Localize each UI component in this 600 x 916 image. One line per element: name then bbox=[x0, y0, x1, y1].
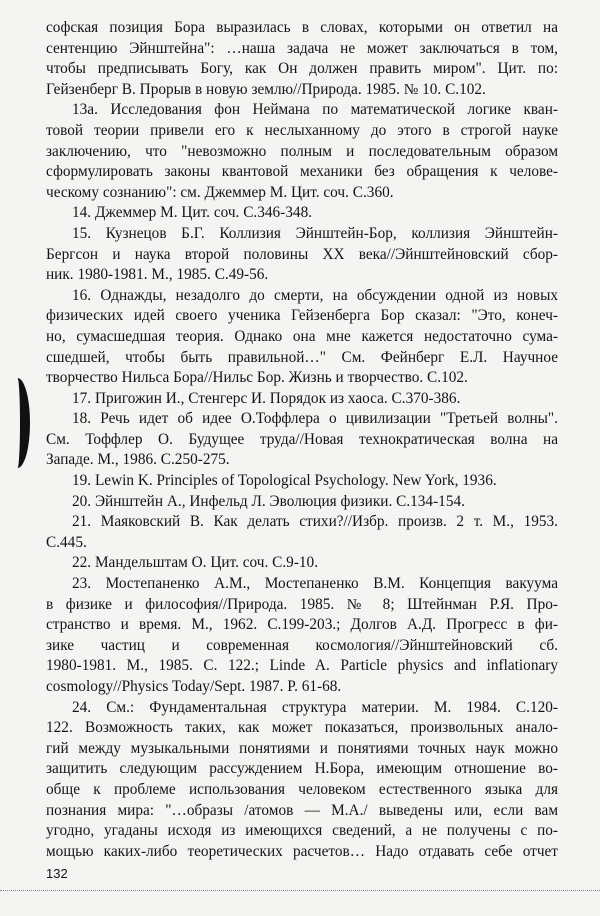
text-line: 15. Кузнецов Б.Г. Коллизия Эйнштейн-Бор, коллизия Эйнштейн- bbox=[72, 224, 558, 242]
text-line: защитить следующим рассуждением Н.Бора, имеющим отношение во- bbox=[46, 760, 558, 778]
text-line: С.445. bbox=[46, 533, 87, 551]
text-line: ческому сознанию": см. Джеммер М. Цит. соч. С.360. bbox=[46, 183, 394, 201]
text-line: 24. См.: Фундаментальная структура материи. М. 1984. С.120- bbox=[72, 698, 558, 716]
text-line: ник. 1980-1981. М., 1985. С.49-56. bbox=[46, 266, 269, 284]
text-line: 1980-1981. М., 1985. С. 122.; Linde A. Particle physics and inflationary bbox=[46, 657, 558, 675]
text-line: 22. Мандельштам О. Цит. соч. С.9-10. bbox=[72, 554, 319, 572]
text-line: мощью каких-либо теоретических расчетов… Надо отдавать себе отчет bbox=[46, 842, 558, 860]
text-line: заключению, что "невозможно полным и последовательным образом bbox=[46, 142, 558, 160]
text-line: 17. Пригожин И., Стенгерс И. Порядок из хаоса. С.370-386. bbox=[72, 389, 461, 407]
text-line: 18. Речь идет об идее О.Тоффлера о цивилизации "Третьей волны". bbox=[72, 410, 558, 428]
text-line: гий между музыкальными понятиями и понятиями точных наук можно bbox=[46, 739, 558, 757]
text-line: См. Тоффлер О. Будущее труда//Новая технократическая волна на bbox=[46, 430, 558, 448]
text-line: 122. Возможность таких, как может показаться, произвольных анало- bbox=[46, 719, 558, 737]
text-line: сшедшей, чтобы быть правильной…" См. Фейнберг Е.Л. Научное bbox=[46, 348, 558, 366]
text-line: обще к проблеме использования человеком естественного языка для bbox=[46, 780, 558, 798]
text-line: 19. Lewin K. Principles of Topological Psychology. New York, 1936. bbox=[72, 472, 497, 490]
text-line: софская позиция Бора выразилась в словах, которыми он ответил на bbox=[46, 19, 558, 36]
text-line: чтобы предписывать Богу, как Он должен править миром". Цит. по: bbox=[46, 60, 558, 78]
text-line: 21. Маяковский В. Как делать стихи?//Избр. произв. 2 т. М., 1953. bbox=[72, 513, 558, 531]
text-line: 14. Джеммер М. Цит. соч. С.346-348. bbox=[72, 204, 313, 222]
text-line: 16. Однажды, незадолго до смерти, на обсуждении одной из новых bbox=[72, 286, 558, 304]
text-line: творчество Нильса Бора//Нильс Бор. Жизнь и творчество. С.102. bbox=[46, 369, 468, 387]
text-line: 13а. Исследования фон Неймана по математической логике кван- bbox=[72, 101, 558, 119]
text-line: в физике и философия//Природа. 1985. № 8; Штейнман Р.Я. Про- bbox=[46, 595, 558, 613]
text-line: физических идей своего ученика Гейзенберга Бор сказал: "Это, конеч- bbox=[46, 307, 558, 325]
page-number: 132 bbox=[46, 866, 68, 881]
text-line: угодно, угаданы исходя из имеющихся сведений, а не получены с по- bbox=[46, 822, 558, 840]
text-line: товой теории привели его к неслыханному до этого в строгой науке bbox=[46, 121, 558, 139]
page-text bbox=[46, 18, 558, 862]
text-line: 20. Эйнштейн А., Инфельд Л. Эволюция физики. С.134-154. bbox=[72, 492, 465, 510]
text-line: Бергсон и наука второй половины XX века//Эйнштейновский сбор- bbox=[46, 245, 558, 263]
text-line: Западе. М., 1986. С.250-275. bbox=[46, 451, 230, 469]
text-line: сентенцию Эйнштейна": …наша задача не может заключаться в том, bbox=[46, 39, 558, 57]
text-line: сформулировать законы квантовой механики без обращения к челове- bbox=[46, 163, 558, 181]
text-line: зике частиц и современная космология//Эйнштейновский сб. bbox=[46, 636, 558, 654]
text-line: 23. Мостепаненко А.М., Мостепаненко В.М. Концепция вакуума bbox=[72, 575, 558, 593]
text-line: но, сумасшедшая теория. Однако она мне кажется недостаточно сума- bbox=[46, 327, 558, 345]
margin-bracket-mark bbox=[0, 378, 30, 468]
text-line: cosmology//Physics Today/Sept. 1987. P. 61-68. bbox=[46, 678, 342, 695]
text-line: Гейзенберг В. Прорыв в новую землю//Природа. 1985. № 10. С.102. bbox=[46, 80, 486, 98]
text-line: странство и время. М., 1962. С.199-203.; Долгов А.Д. Прогресс в фи- bbox=[46, 616, 558, 634]
bottom-edge-rule bbox=[0, 890, 600, 893]
text-line: познания мира: "…образы /атомов — М.А./ выведены или, если вам bbox=[46, 801, 558, 819]
